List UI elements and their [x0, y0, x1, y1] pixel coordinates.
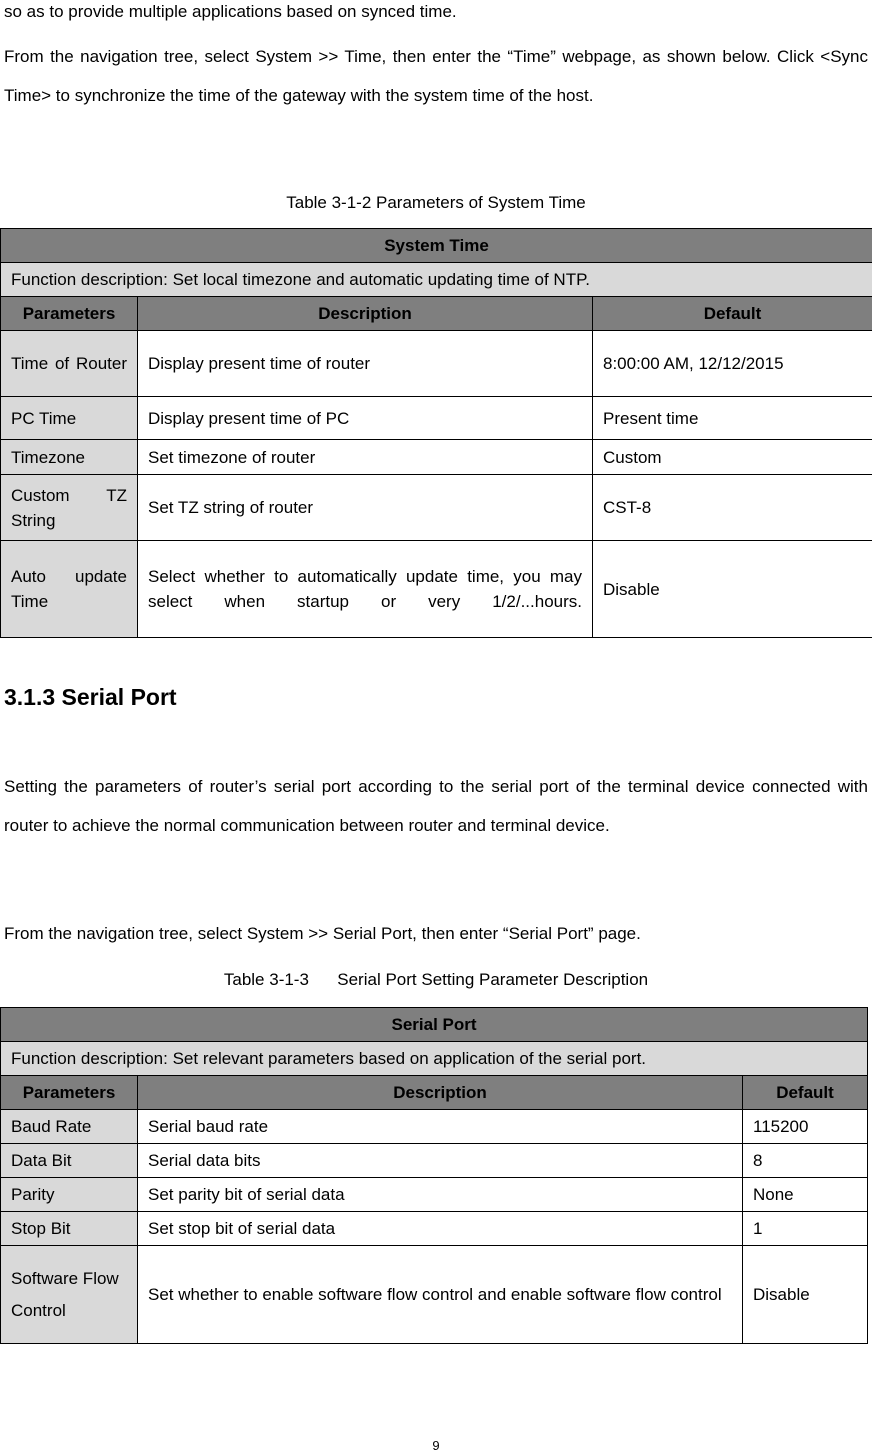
description-cell: Display present time of router [138, 331, 593, 397]
column-header: Description [138, 297, 593, 331]
time-navigation-paragraph: From the navigation tree, select System >> Time, then enter the “Time” webpage, as shown below. Click <Sync Time> to synchronize the time of the gateway with the system time of the host. [4, 47, 868, 105]
description-cell: Display present time of PC [138, 397, 593, 440]
param-cell: Stop Bit [1, 1212, 138, 1246]
description-cell: Set timezone of router [138, 440, 593, 475]
function-description: Function description: Set relevant parameters based on application of the serial port. [1, 1042, 868, 1076]
serial-port-table [0, 1007, 868, 1344]
table-row [1, 1212, 868, 1246]
intro-tail-paragraph: so as to provide multiple applications based on synced time. [4, 2, 457, 21]
param-cell: Baud Rate [1, 1110, 138, 1144]
description-cell: Serial baud rate [138, 1110, 743, 1144]
table-row [1, 440, 872, 475]
param-cell: Custom TZ String [1, 475, 138, 541]
serial-navigation-paragraph: From the navigation tree, select System >> Serial Port, then enter “Serial Port” page. [4, 924, 641, 943]
description-cell: Set TZ string of router [138, 475, 593, 541]
table-row [1, 475, 872, 541]
description-cell: Serial data bits [138, 1144, 743, 1178]
table-row [1, 1246, 868, 1344]
default-cell: 1 [743, 1212, 868, 1246]
description-cell: Set stop bit of serial data [138, 1212, 743, 1246]
default-cell: CST-8 [593, 475, 872, 541]
table-row [1, 1178, 868, 1212]
description-cell: Set parity bit of serial data [138, 1178, 743, 1212]
column-header: Parameters [1, 1076, 138, 1110]
function-description: Function description: Set local timezone and automatic updating time of NTP. [1, 263, 872, 297]
page-number: 9 [432, 1438, 440, 1453]
param-cell: Data Bit [1, 1144, 138, 1178]
table-row [1, 541, 872, 638]
table-row [1, 1144, 868, 1178]
serial-intro-paragraph: Setting the parameters of router’s serial port according to the serial port of the terminal device connected with router to achieve the normal communication between router and terminal device. [4, 777, 868, 835]
column-header: Default [593, 297, 872, 331]
param-cell: PC Time [1, 397, 138, 440]
section-heading: 3.1.3 Serial Port [4, 684, 177, 710]
param-cell: Timezone [1, 440, 138, 475]
param-cell: Software Flow Control [1, 1246, 138, 1344]
system-time-table [0, 228, 872, 638]
description-cell: Set whether to enable software flow control and enable software flow control [138, 1246, 743, 1344]
table-row [1, 397, 872, 440]
column-header: Parameters [1, 297, 138, 331]
table-title: Serial Port [1, 1008, 868, 1042]
default-cell: 8 [743, 1144, 868, 1178]
default-cell: Disable [743, 1246, 868, 1344]
table-row [1, 331, 872, 397]
column-header: Default [743, 1076, 868, 1110]
table-row [1, 1110, 868, 1144]
param-cell: Parity [1, 1178, 138, 1212]
default-cell: Present time [593, 397, 872, 440]
default-cell: Custom [593, 440, 872, 475]
default-cell: 115200 [743, 1110, 868, 1144]
default-cell: Disable [593, 541, 872, 638]
param-cell: Auto update Time [1, 541, 138, 638]
table-title: System Time [1, 229, 872, 263]
table-3-1-2-caption: Table 3-1-2 Parameters of System Time [286, 193, 586, 212]
param-cell: Time of Router [1, 331, 138, 397]
default-cell: 8:00:00 AM, 12/12/2015 [593, 331, 872, 397]
column-header: Description [138, 1076, 743, 1110]
table-3-1-3-caption: Table 3-1-3 Serial Port Setting Parameter Description [223, 970, 649, 989]
default-cell: None [743, 1178, 868, 1212]
description-cell: Select whether to automatically update time, you may select when startup or very 1/2/...hours. [138, 541, 593, 638]
